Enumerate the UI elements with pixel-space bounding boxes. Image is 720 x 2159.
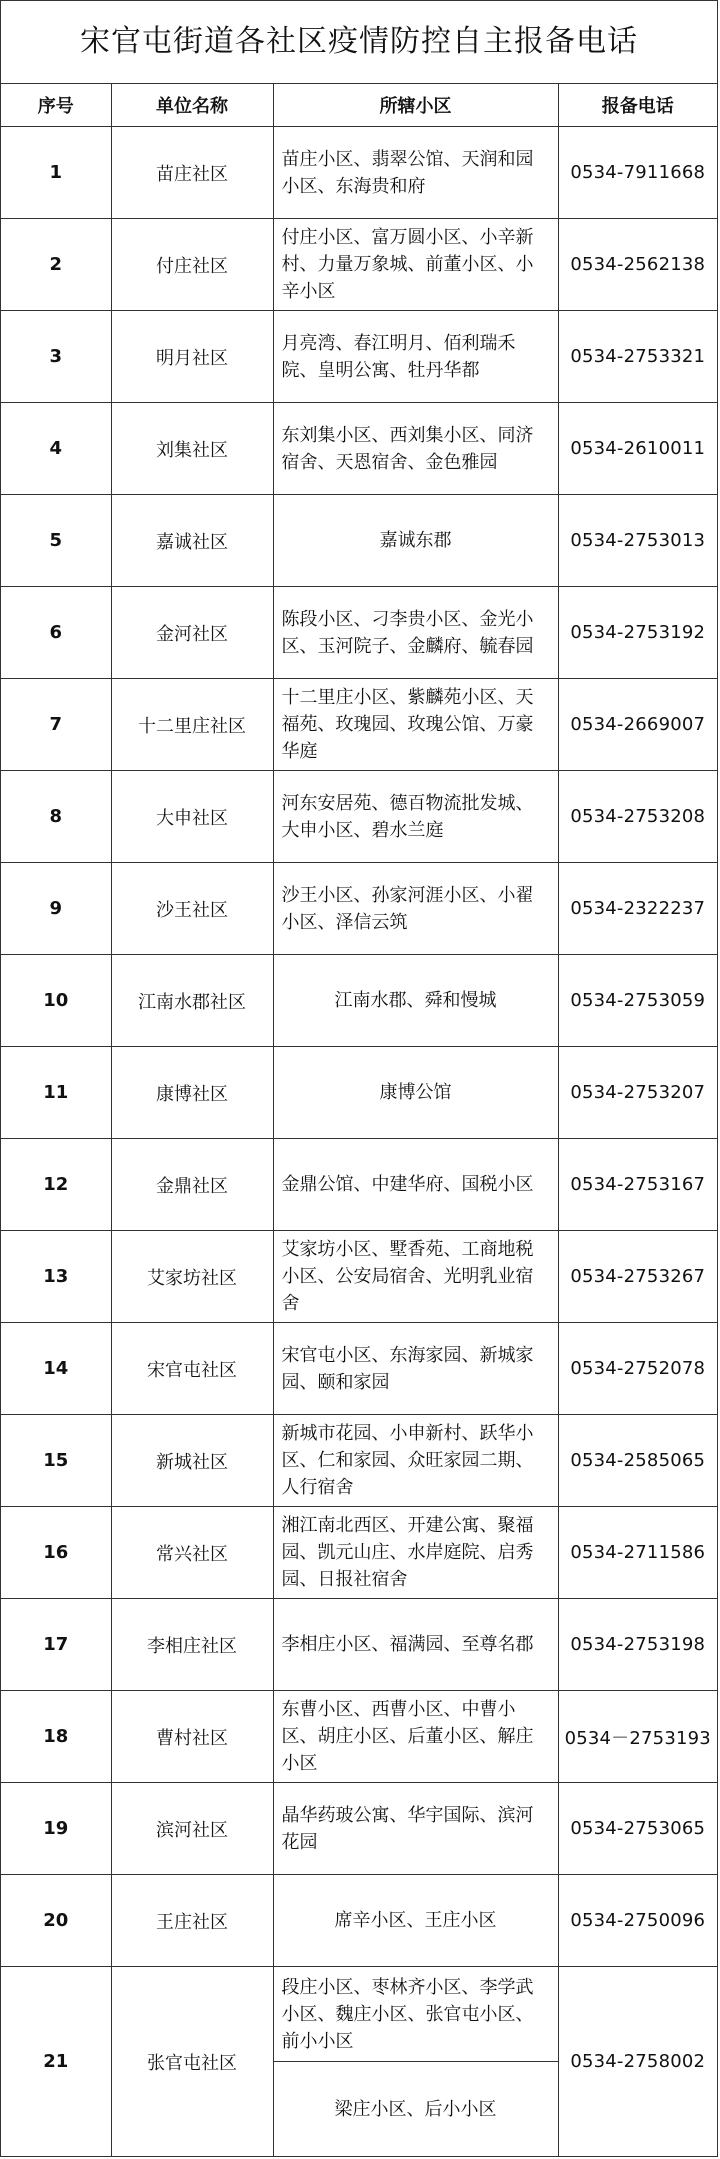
row-unit: 嘉诚社区 (111, 495, 273, 587)
row-area: 嘉诚东郡 (273, 495, 558, 587)
row-area: 东曹小区、西曹小区、中曹小区、胡庄小区、后董小区、解庄小区 (273, 1691, 558, 1783)
table-row (1, 1875, 717, 1967)
row-no: 7 (1, 679, 111, 771)
table-row (1, 1415, 717, 1507)
table-row (1, 771, 717, 863)
row-no: 12 (1, 1139, 111, 1231)
table-row (1, 1139, 717, 1231)
row-phone: 0534-2753267 (558, 1231, 717, 1323)
row-area: 金鼎公馆、中建华府、国税小区 (273, 1139, 558, 1231)
row-area: 江南水郡、舜和慢城 (273, 955, 558, 1047)
row-unit: 沙王社区 (111, 863, 273, 955)
row-phone: 0534-2562138 (558, 219, 717, 311)
row-unit: 新城社区 (111, 1415, 273, 1507)
row-unit: 张官屯社区 (111, 1967, 273, 2157)
row-area: 东刘集小区、西刘集小区、同济宿舍、天恩宿舍、金色雅园 (273, 403, 558, 495)
row-area: 晶华药玻公寓、华宇国际、滨河花园 (273, 1783, 558, 1875)
row-no: 21 (1, 1967, 111, 2157)
table-row (1, 1323, 717, 1415)
row-unit: 十二里庄社区 (111, 679, 273, 771)
row-phone: 0534-2753059 (558, 955, 717, 1047)
row-unit: 江南水郡社区 (111, 955, 273, 1047)
row-unit: 金河社区 (111, 587, 273, 679)
row-no: 8 (1, 771, 111, 863)
header-phone: 报备电话 (558, 84, 717, 127)
table-row (1, 863, 717, 955)
row-no: 6 (1, 587, 111, 679)
table-row (1, 1231, 717, 1323)
row-area: 段庄小区、枣林齐小区、李学武小区、魏庄小区、张官屯小区、前小小区 (273, 1967, 558, 2062)
row-area: 沙王小区、孙家河涯小区、小翟小区、泽信云筑 (273, 863, 558, 955)
row-no: 14 (1, 1323, 111, 1415)
row-area: 十二里庄小区、紫麟苑小区、天福苑、玫瑰园、玫瑰公馆、万豪华庭 (273, 679, 558, 771)
row-no: 1 (1, 127, 111, 219)
header-unit: 单位名称 (111, 84, 273, 127)
row-area: 艾家坊小区、墅香苑、工商地税小区、公安局宿舍、光明乳业宿舍 (273, 1231, 558, 1323)
row-no: 17 (1, 1599, 111, 1691)
row-phone: 0534-2753192 (558, 587, 717, 679)
row-phone: 0534-2753013 (558, 495, 717, 587)
table-row (1, 679, 717, 771)
row-area: 李相庄小区、福满园、至尊名郡 (273, 1599, 558, 1691)
row-phone: 0534-2750096 (558, 1875, 717, 1967)
table-row (1, 219, 717, 311)
table-row (1, 403, 717, 495)
row-phone: 0534-2585065 (558, 1415, 717, 1507)
row-area: 康博公馆 (273, 1047, 558, 1139)
row-phone: 0534-2752078 (558, 1323, 717, 1415)
row-area: 宋官屯小区、东海家园、新城家园、颐和家园 (273, 1323, 558, 1415)
row-phone: 0534-2753065 (558, 1783, 717, 1875)
table-row (1, 1783, 717, 1875)
row-phone: 0534-2322237 (558, 863, 717, 955)
table-row (1, 1599, 717, 1691)
table-row (1, 955, 717, 1047)
row-area: 付庄小区、富万圆小区、小辛新村、力量万象城、前董小区、小辛小区 (273, 219, 558, 311)
row-no: 4 (1, 403, 111, 495)
row-no: 16 (1, 1507, 111, 1599)
row-phone: 0534-2753321 (558, 311, 717, 403)
table-row (1, 1507, 717, 1599)
page-title: 宋官屯街道各社区疫情防控自主报备电话 (1, 1, 717, 84)
row-no: 11 (1, 1047, 111, 1139)
row-area: 湘江南北西区、开建公寓、聚福园、凯元山庄、水岸庭院、启秀园、日报社宿舍 (273, 1507, 558, 1599)
row-unit: 金鼎社区 (111, 1139, 273, 1231)
row-area: 陈段小区、刁李贵小区、金光小区、玉河院子、金麟府、毓春园 (273, 587, 558, 679)
row-no: 13 (1, 1231, 111, 1323)
row-phone: 0534-2610011 (558, 403, 717, 495)
row-no: 18 (1, 1691, 111, 1783)
table-row (1, 311, 717, 403)
row-phone: 0534-2753198 (558, 1599, 717, 1691)
row-phone: 0534-2753167 (558, 1139, 717, 1231)
row-unit: 滨河社区 (111, 1783, 273, 1875)
row-unit: 王庄社区 (111, 1875, 273, 1967)
row-phone: 0534－2753193 (558, 1691, 717, 1783)
row-unit: 苗庄社区 (111, 127, 273, 219)
row-phone: 0534-2753208 (558, 771, 717, 863)
row-area: 新城市花园、小申新村、跃华小区、仁和家园、众旺家园二期、人行宿舍 (273, 1415, 558, 1507)
row-unit: 明月社区 (111, 311, 273, 403)
table-header-row (1, 84, 717, 127)
row-no: 19 (1, 1783, 111, 1875)
row-no: 3 (1, 311, 111, 403)
row-unit: 李相庄社区 (111, 1599, 273, 1691)
row-no: 5 (1, 495, 111, 587)
row-unit: 康博社区 (111, 1047, 273, 1139)
row-unit: 宋官屯社区 (111, 1323, 273, 1415)
row-phone: 0534-2669007 (558, 679, 717, 771)
row-no: 20 (1, 1875, 111, 1967)
row-area: 苗庄小区、翡翠公馆、天润和园小区、东海贵和府 (273, 127, 558, 219)
table-row (1, 1967, 717, 2062)
row-phone: 0534-7911668 (558, 127, 717, 219)
row-no: 9 (1, 863, 111, 955)
row-no: 2 (1, 219, 111, 311)
table-row (1, 1047, 717, 1139)
row-area: 梁庄小区、后小小区 (273, 2062, 558, 2157)
row-phone: 0534-2758002 (558, 1967, 717, 2157)
row-unit: 刘集社区 (111, 403, 273, 495)
header-area: 所辖小区 (273, 84, 558, 127)
row-area: 月亮湾、春江明月、佰利瑞禾院、皇明公寓、牡丹华都 (273, 311, 558, 403)
row-unit: 常兴社区 (111, 1507, 273, 1599)
table-row (1, 1691, 717, 1783)
row-unit: 艾家坊社区 (111, 1231, 273, 1323)
row-area: 河东安居苑、德百物流批发城、大申小区、碧水兰庭 (273, 771, 558, 863)
row-area: 席辛小区、王庄小区 (273, 1875, 558, 1967)
row-phone: 0534-2711586 (558, 1507, 717, 1599)
table-row (1, 587, 717, 679)
table-row (1, 495, 717, 587)
row-unit: 付庄社区 (111, 219, 273, 311)
header-no: 序号 (1, 84, 111, 127)
table-row (1, 127, 717, 219)
row-phone: 0534-2753207 (558, 1047, 717, 1139)
row-unit: 曹村社区 (111, 1691, 273, 1783)
table-body (1, 127, 717, 2157)
row-no: 15 (1, 1415, 111, 1507)
hotline-table (1, 84, 717, 2157)
row-no: 10 (1, 955, 111, 1047)
row-unit: 大申社区 (111, 771, 273, 863)
